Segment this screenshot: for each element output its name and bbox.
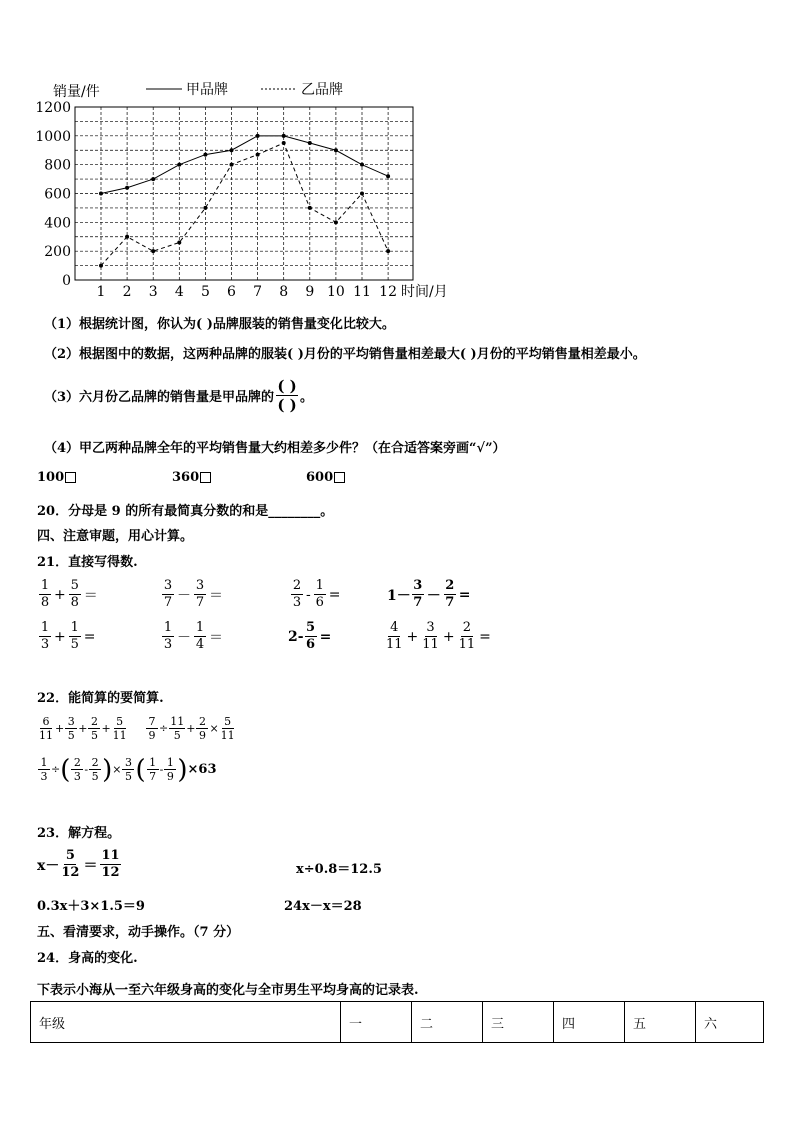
x-tick-label: 1 bbox=[96, 284, 106, 300]
x-tick-label: 5 bbox=[200, 284, 210, 300]
x-tick-label: 6 bbox=[227, 284, 236, 300]
q21-r2c4: $\frac{4}{11}$ + $\frac{3}{11}$ + $\frac{2}{11}$ = bbox=[386, 620, 491, 652]
series-line-2 bbox=[101, 143, 388, 266]
x-tick-label: 7 bbox=[253, 284, 263, 300]
q21-r1c1: $\frac{1}{8}$ + $\frac{5}{8}$ ＝ bbox=[40, 578, 98, 610]
x-tick-label: 4 bbox=[174, 284, 184, 300]
q23-eq4: 24x－x＝28 bbox=[284, 899, 362, 914]
data-point bbox=[256, 153, 260, 157]
x-tick-label: 12 bbox=[379, 284, 398, 300]
q21-r1c4: 1－ $\frac{3}{7}$ － $\frac{2}{7}$ = bbox=[387, 578, 471, 610]
data-point bbox=[230, 148, 234, 152]
data-point bbox=[256, 134, 260, 138]
q23-eq3: 0.3x＋3×1.5＝9 bbox=[37, 899, 145, 914]
y-tick-label: 600 bbox=[44, 186, 71, 203]
data-point bbox=[334, 148, 338, 152]
q21-r1c2: $\frac{3}{7}$ － $\frac{3}{7}$ ＝ bbox=[163, 578, 223, 610]
data-point bbox=[177, 163, 181, 167]
data-point bbox=[151, 177, 155, 181]
question-24-description: 下表示小海从一至六年级身高的变化与全市男生平均身高的记录表. bbox=[37, 983, 419, 998]
q21-r2c2: $\frac{1}{3}$ － $\frac{1}{4}$ ＝ bbox=[163, 620, 223, 652]
y-tick-label: 1000 bbox=[35, 128, 71, 145]
y-tick-label: 200 bbox=[44, 244, 71, 261]
q19-part2: （2）根据图中的数据，这两种品牌的服装( )月份的平均销售量相差最大( )月份的平均销售量相差最小。 bbox=[44, 347, 646, 362]
header-grade-5: 五 bbox=[625, 1002, 696, 1043]
q19-part3-text: （3）六月份乙品牌的销售量是甲品牌的 bbox=[44, 390, 275, 405]
chart-series bbox=[99, 134, 390, 268]
x-tick-label: 2 bbox=[122, 284, 132, 300]
section-5-heading: 五、看清要求，动手操作。（7 分） bbox=[37, 925, 240, 940]
question-24-title: 24．身高的变化. bbox=[37, 951, 138, 966]
data-point bbox=[360, 163, 364, 167]
header-grade-3: 三 bbox=[483, 1002, 554, 1043]
data-point bbox=[177, 241, 181, 245]
data-point bbox=[386, 249, 390, 253]
x-tick-label: 8 bbox=[279, 284, 289, 300]
q21-r2c1: $\frac{1}{3}$ + $\frac{1}{5}$ = bbox=[40, 620, 96, 652]
table-header-row bbox=[31, 1002, 764, 1043]
checkbox-icon[interactable] bbox=[65, 472, 76, 483]
x-tick-label: 10 bbox=[326, 284, 345, 300]
x-tick-label: 3 bbox=[148, 284, 158, 300]
data-point bbox=[230, 163, 234, 167]
header-grade-2: 二 bbox=[412, 1002, 483, 1043]
chart-legend bbox=[146, 81, 343, 98]
y-tick-label: 400 bbox=[44, 215, 71, 232]
x-tick-label: 9 bbox=[305, 284, 315, 300]
data-point bbox=[125, 235, 129, 239]
question-20: 20．分母是 9 的所有最简真分数的和是________。 bbox=[37, 504, 334, 519]
y-tick-label: 1200 bbox=[35, 100, 71, 116]
question-22-title: 22．能简算的要简算. bbox=[37, 691, 164, 706]
option-360: 360 bbox=[172, 470, 211, 485]
option-100: 100 bbox=[37, 470, 76, 485]
y-tick-labels bbox=[35, 100, 71, 289]
header-grade-1: 一 bbox=[341, 1002, 412, 1043]
question-23-title: 23．解方程。 bbox=[37, 826, 121, 841]
y-axis-label: 销量/件 bbox=[53, 84, 100, 100]
q22-expr1: $\frac{6}{11}$ + $\frac{3}{5}$ + $\frac{2}{5}$ + $\frac{5}{11}$ bbox=[39, 715, 127, 742]
height-record-table bbox=[30, 1001, 764, 1043]
q22-expr2: $\frac{7}{9}$ ÷ $\frac{11}{5}$ + $\frac{2}{9}$ × $\frac{5}{11}$ bbox=[145, 715, 237, 742]
data-point bbox=[360, 192, 364, 196]
header-grade-6: 六 bbox=[696, 1002, 764, 1043]
x-tick-label: 11 bbox=[353, 284, 371, 300]
y-tick-label: 0 bbox=[62, 273, 71, 289]
data-point bbox=[125, 186, 129, 190]
q19-part3-blank-fraction bbox=[276, 378, 298, 413]
legend-label-2: 乙品牌 bbox=[301, 82, 343, 98]
q23-eq2: x÷0.8＝12.5 bbox=[296, 862, 382, 877]
q19-part3 bbox=[44, 378, 313, 413]
option-600: 600 bbox=[306, 470, 345, 485]
blank-numerator: ( ) bbox=[277, 377, 297, 395]
q23-eq1: x－ $\frac{5}{12}$ ＝ $\frac{11}{12}$ bbox=[37, 848, 120, 880]
y-tick-label: 800 bbox=[44, 157, 71, 174]
data-point bbox=[203, 153, 207, 157]
blank-denominator: ( ) bbox=[277, 396, 297, 414]
data-point bbox=[308, 206, 312, 210]
q21-r1c3: $\frac{2}{3}$ - $\frac{1}{6}$ = bbox=[292, 578, 341, 610]
data-point bbox=[99, 192, 103, 196]
checkbox-icon[interactable] bbox=[334, 472, 345, 483]
x-axis-label: 时间/月 bbox=[401, 284, 448, 300]
q19-part3-end: 。 bbox=[300, 390, 314, 405]
q22-expr3: $\frac{1}{3}$ ÷ ( $\frac{2}{3}$ - $\frac{2}{5}$ ) × $\frac{3}{5}$ ( $\frac{1}{7}$ - $\frac{1}{9}$ ) ×63 bbox=[37, 756, 216, 783]
sales-line-chart bbox=[0, 0, 794, 305]
data-point bbox=[99, 264, 103, 268]
checkbox-icon[interactable] bbox=[200, 472, 211, 483]
data-point bbox=[386, 174, 390, 178]
q19-part4: （4）甲乙两种品牌全年的平均销售量大约相差多少件？（在合适答案旁画“√”） bbox=[44, 441, 506, 456]
question-21-title: 21．直接写得数. bbox=[37, 555, 138, 570]
data-point bbox=[151, 249, 155, 253]
data-point bbox=[282, 141, 286, 145]
header-grade-4: 四 bbox=[554, 1002, 625, 1043]
q19-part1: （1）根据统计图，你认为( )品牌服装的销售量变化比较大。 bbox=[44, 317, 395, 332]
legend-label-1: 甲品牌 bbox=[186, 82, 228, 98]
data-point bbox=[308, 141, 312, 145]
data-point bbox=[203, 206, 207, 210]
header-grade: 年级 bbox=[31, 1002, 341, 1043]
x-tick-labels bbox=[97, 284, 397, 300]
data-point bbox=[282, 134, 286, 138]
data-point bbox=[334, 220, 338, 224]
section-4-heading: 四、注意审题，用心计算。 bbox=[37, 529, 194, 544]
q21-r2c3: 2- $\frac{5}{6}$ = bbox=[288, 620, 332, 652]
